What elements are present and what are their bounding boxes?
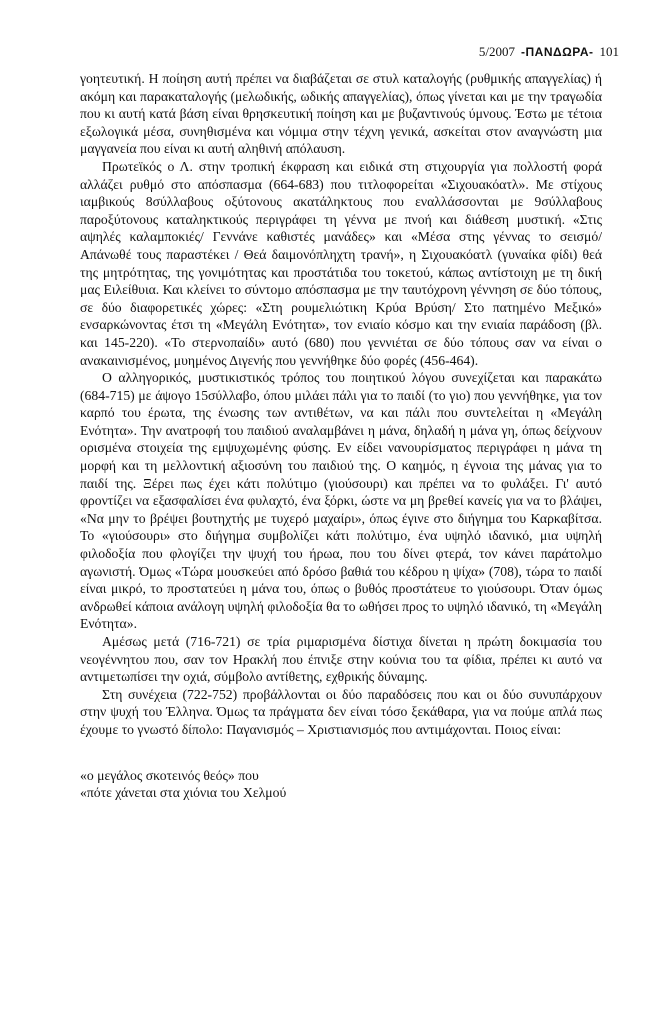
issue-date: 5/2007 [478,44,515,59]
paragraph: Στη συνέχεια (722-752) προβάλλονται οι δύο παραδόσεις που και οι δύο συνυπάρχουν στην ψυχή του Έλληνα. Όμως τα πράγματα δεν είναι τόσο ξεκάθαρα, για να πούμε απλά πως έχουμε το γνωστό δίπολο: Παγανισμός – Χριστιανισμός που αντιμάχονται. Ποιος είναι: [80,686,602,737]
article-body [80,70,602,802]
quote-line: «πότε χάνεται στα χιόνια του Χελμού [80,785,287,801]
journal-name: -ΠΑΝΔΩΡΑ- [520,45,594,59]
page-number: 101 [599,44,619,59]
paragraph: Αμέσως μετά (716-721) σε τρία ριμαρισμένα δίστιχα δίνεται η πρώτη δοκιμασία του νεογέννητου που, σαν τον Ηρακλή που έπνιξε στην κούνια του τα φίδια, πρέπει κι αυτό να αντιμετωπίσει την οχιά, σύμβολο αντίθετης, εχθρικής δύναμης. [80,634,602,685]
verse-quote [80,767,602,802]
page-header [479,44,619,60]
paragraph: γοητευτική. Η ποίηση αυτή πρέπει να διαβάζεται σε στυλ καταλογής (ρυθμικής απαγγελίας) ή ακόμη και παρακαταλογής (μελωδικής, ωδικής απαγγελίας), όπως γίνεται και με την τραγωδία που κι αυτή κατά βάση είναι θρησκευτική ποίηση και με βυζαντινούς ύμνους. Έστω με τέτοια εξωλογικά μέσα, συνηθισμένα και νόμιμα στην τέχνη γενικά, ασκείται στον αναγνώστη μια μαγγανεία που είναι κι αυτή αληθινή απόλαυση. [80,71,602,157]
spacer [80,739,602,767]
quote-line: «ο μεγάλος σκοτεινός θεός» που [80,767,259,783]
paragraph: Ο αλληγορικός, μυστικιστικός τρόπος του ποιητικού λόγου συνεχίζεται και παρακάτω (684-715) με άψογο 15σύλλαβο, όπου μιλάει πάλι για το παιδί (το γιο) που γεννήθηκε, για τον καρπό του έρωτα, της ένωσης των αντιθέτων, να και πάλι που συντελείται η «Μεγάλη Ενότητα». Την ανατροφή του παιδιού αναλαμβάνει η μάνα, δηλαδή η μάνα γη, όπως δείχνουν ορισμένα στοιχεία της εμψυχωμένης φύσης. Εν είδει νανουρίσματος περιγράφει η μάνα τη μορφή και τη μελλοντική αξιοσύνη του παιδιού της. Ο καημός, η έγνοια της μάνας για το παιδί της. Ξέρει πως έχει κάτι πολύτιμο (γιούσουρι) και πρέπει να το φυλάξει. Γι' αυτό φροντίζει να εξασφαλίσει ένα φυλαχτό, ένα ξόρκι, ώστε να μη βρεθεί κανείς για να το βλάψει, «Να μην το βρέψει βουτηχτής με τυχερό μαχαίρι», όπως έγινε στο διήγημα του Καρκαβίτσα. Το «γιούσουρι» στο διήγημα συμβολίζει κάτι πολύτιμο, ένα υψηλό ιδανικό, μια υψηλή φιλοδοξία που φλογίζει την ψυχή του ήρωα, που του δίνει φτερά, τον κάνει παράτολμο αγωνιστή. Όμως «Τώρα μουσκεύει από δρόσο βαθιά του κέδρου η ψίχα» (708), τώρα το παιδί είναι μικρό, το προστατεύει η μάνα του, όπως ο βυθός προστάτευε το γιούσουρι. Όταν όμως ανδρωθεί κάποια ανάλογη υψηλή φιλοδοξία θα το ωθήσει προς το υψηλό ιδανικό, τη «Μεγάλη Ενότητα». [80,370,602,632]
paragraph: Πρωτεϊκός ο Λ. στην τροπική έκφραση και ειδικά στη στιχουργία για πολλοστή φορά αλλάζει ρυθμό στο απόσπασμα (664-683) που τιτλοφορείται «Σιχουακόατλ». Με στίχους ιαμβικούς 8σύλλαβους οξύτονους ακατάληκτους που εναλλάσσονται με 9σύλλαβους παροξύτονους καταληκτικούς περιγράφει τη γέννα με πνοή και διάθεση μυστική. «Στις αψηλές καλαμποκιές/ Γεννάνε καθιστές μανάδες» και «Μέσα στης γέννας το σεισμό/ Απάνωθέ τους παραστέκει / Θεά δαιμονόπληχτη τρανή», η Σιχουακόατλ (γυναίκα φίδι) θεά της μητρότητας, της γονιμότητας και προστάτιδα του τοκετού, κάπως αντίστοιχη με τη δική μας Ειλείθυια. Και κλείνει το σύντομο απόσπασμα με την ταυτόχρονη γέννηση σε δύο τόπους, σε δύο διαφορετικές χώρες: «Στη ρουμελιώτικη Κρύα Βρύση/ Στο πατημένο Μεξικό» ενσαρκώνοντας έτσι τη «Μεγάλη Ενότητα», τον ενιαίο κόσμο και την ενιαία παράδοση (βλ. και 145-220). «Το στερνοπαίδι» αυτό (680) που γεννιέται σε δύο τόπους σαν να είναι ο ανακαινισμένος, μυημένος Διγενής που γεννήθηκε δύο φορές (456-464). [80,158,602,368]
